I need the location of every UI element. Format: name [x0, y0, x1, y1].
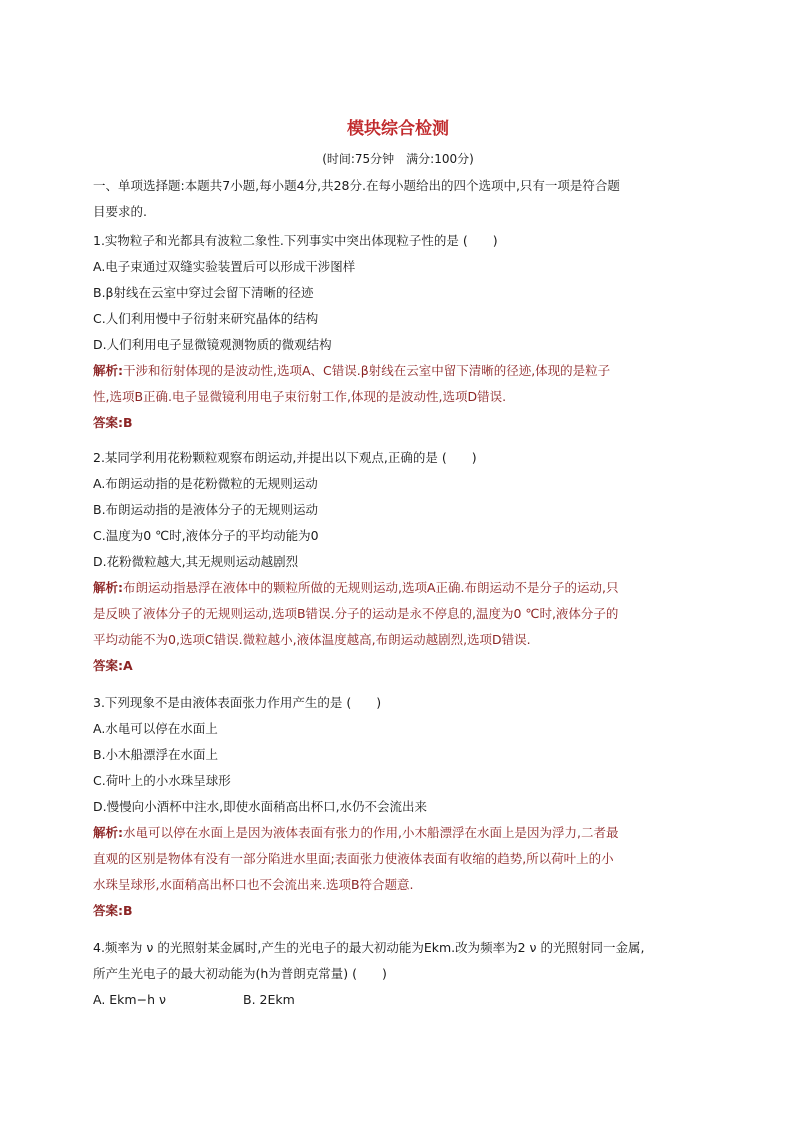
section-line: 一、单项选择题:本题共7小题,每小题4分,共28分.在每小题给出的四个选项中,只有一项是符合题 [93, 178, 620, 193]
option-c: C.荷叶上的小水珠呈球形 [93, 773, 231, 788]
option-c: C.温度为0 ℃时,液体分子的平均动能为0 [93, 528, 319, 543]
analysis-label: 解析: [93, 825, 123, 840]
answer: 答案:A [93, 658, 133, 673]
question-stem: 所产生光电子的最大初动能为(h为普朗克常量) ( ) [93, 966, 387, 981]
question-2 [93, 445, 703, 679]
analysis-line [93, 358, 703, 384]
answer: 答案:B [93, 903, 133, 918]
section-intro [93, 173, 703, 225]
option-d: D.人们利用电子显微镜观测物质的微观结构 [93, 337, 332, 352]
analysis-line: 是反映了液体分子的无规则运动,选项B错误.分子的运动是永不停息的,温度为0 ℃时,液体分子的 [93, 606, 619, 621]
analysis-line: 水珠呈球形,水面稍高出杯口也不会流出来.选项B符合题意. [93, 877, 414, 892]
question-4 [93, 935, 703, 1013]
analysis-line [93, 575, 703, 601]
option-a: A.电子束通过双缝实验装置后可以形成干涉图样 [93, 259, 356, 274]
analysis-text: 干涉和衍射体现的是波动性,选项A、C错误.β射线在云室中留下清晰的径迹,体现的是粒子 [123, 363, 611, 378]
question-stem: 3.下列现象不是由液体表面张力作用产生的是 ( ) [93, 695, 382, 710]
analysis-label: 解析: [93, 580, 123, 595]
option-b: B.小木船漂浮在水面上 [93, 747, 219, 762]
option-b: B. 2Ekm [243, 992, 295, 1007]
exam-meta: (时间:75分钟 满分:100分) [322, 152, 474, 166]
question-stem: 2.某同学利用花粉颗粒观察布朗运动,并提出以下观点,正确的是 ( ) [93, 450, 477, 465]
option-a: A.水黾可以停在水面上 [93, 721, 218, 736]
analysis-line: 直观的区别是物体有没有一部分陷进水里面;表面张力使液体表面有收缩的趋势,所以荷叶上的小 [93, 851, 614, 866]
option-a: A.布朗运动指的是花粉微粒的无规则运动 [93, 476, 318, 491]
analysis-text: 水黾可以停在水面上是因为液体表面有张力的作用,小木船漂浮在水面上是因为浮力,二者最 [123, 825, 619, 840]
analysis-line: 性,选项B正确.电子显微镜利用电子束衍射工作,体现的是波动性,选项D错误. [93, 389, 507, 404]
question-stem: 4.频率为 ν 的光照射某金属时,产生的光电子的最大初动能为Ekm.改为频率为2 ν 的光照射同一金属, [93, 940, 645, 955]
analysis-text: 布朗运动指悬浮在液体中的颗粒所做的无规则运动,选项A正确.布朗运动不是分子的运动,只 [123, 580, 619, 595]
option-d: D.花粉微粒越大,其无规则运动越剧烈 [93, 554, 299, 569]
option-c: C.人们利用慢中子衍射来研究晶体的结构 [93, 311, 319, 326]
option-a: A. Ekm−h ν [93, 992, 166, 1007]
answer: 答案:B [93, 415, 133, 430]
question-stem: 1.实物粒子和光都具有波粒二象性.下列事实中突出体现粒子性的是 ( ) [93, 233, 498, 248]
option-b: B.β射线在云室中穿过会留下清晰的径迹 [93, 285, 314, 300]
option-d: D.慢慢向小酒杯中注水,即使水面稍高出杯口,水仍不会流出来 [93, 799, 428, 814]
page-title: 模块综合检测 [347, 119, 449, 139]
question-3 [93, 690, 703, 924]
analysis-line: 平均动能不为0,选项C错误.微粒越小,液体温度越高,布朗运动越剧烈,选项D错误. [93, 632, 531, 647]
option-row [93, 987, 703, 1013]
question-1 [93, 228, 703, 436]
section-line: 目要求的. [93, 204, 147, 219]
analysis-line [93, 820, 703, 846]
analysis-label: 解析: [93, 363, 123, 378]
option-b: B.布朗运动指的是液体分子的无规则运动 [93, 502, 319, 517]
